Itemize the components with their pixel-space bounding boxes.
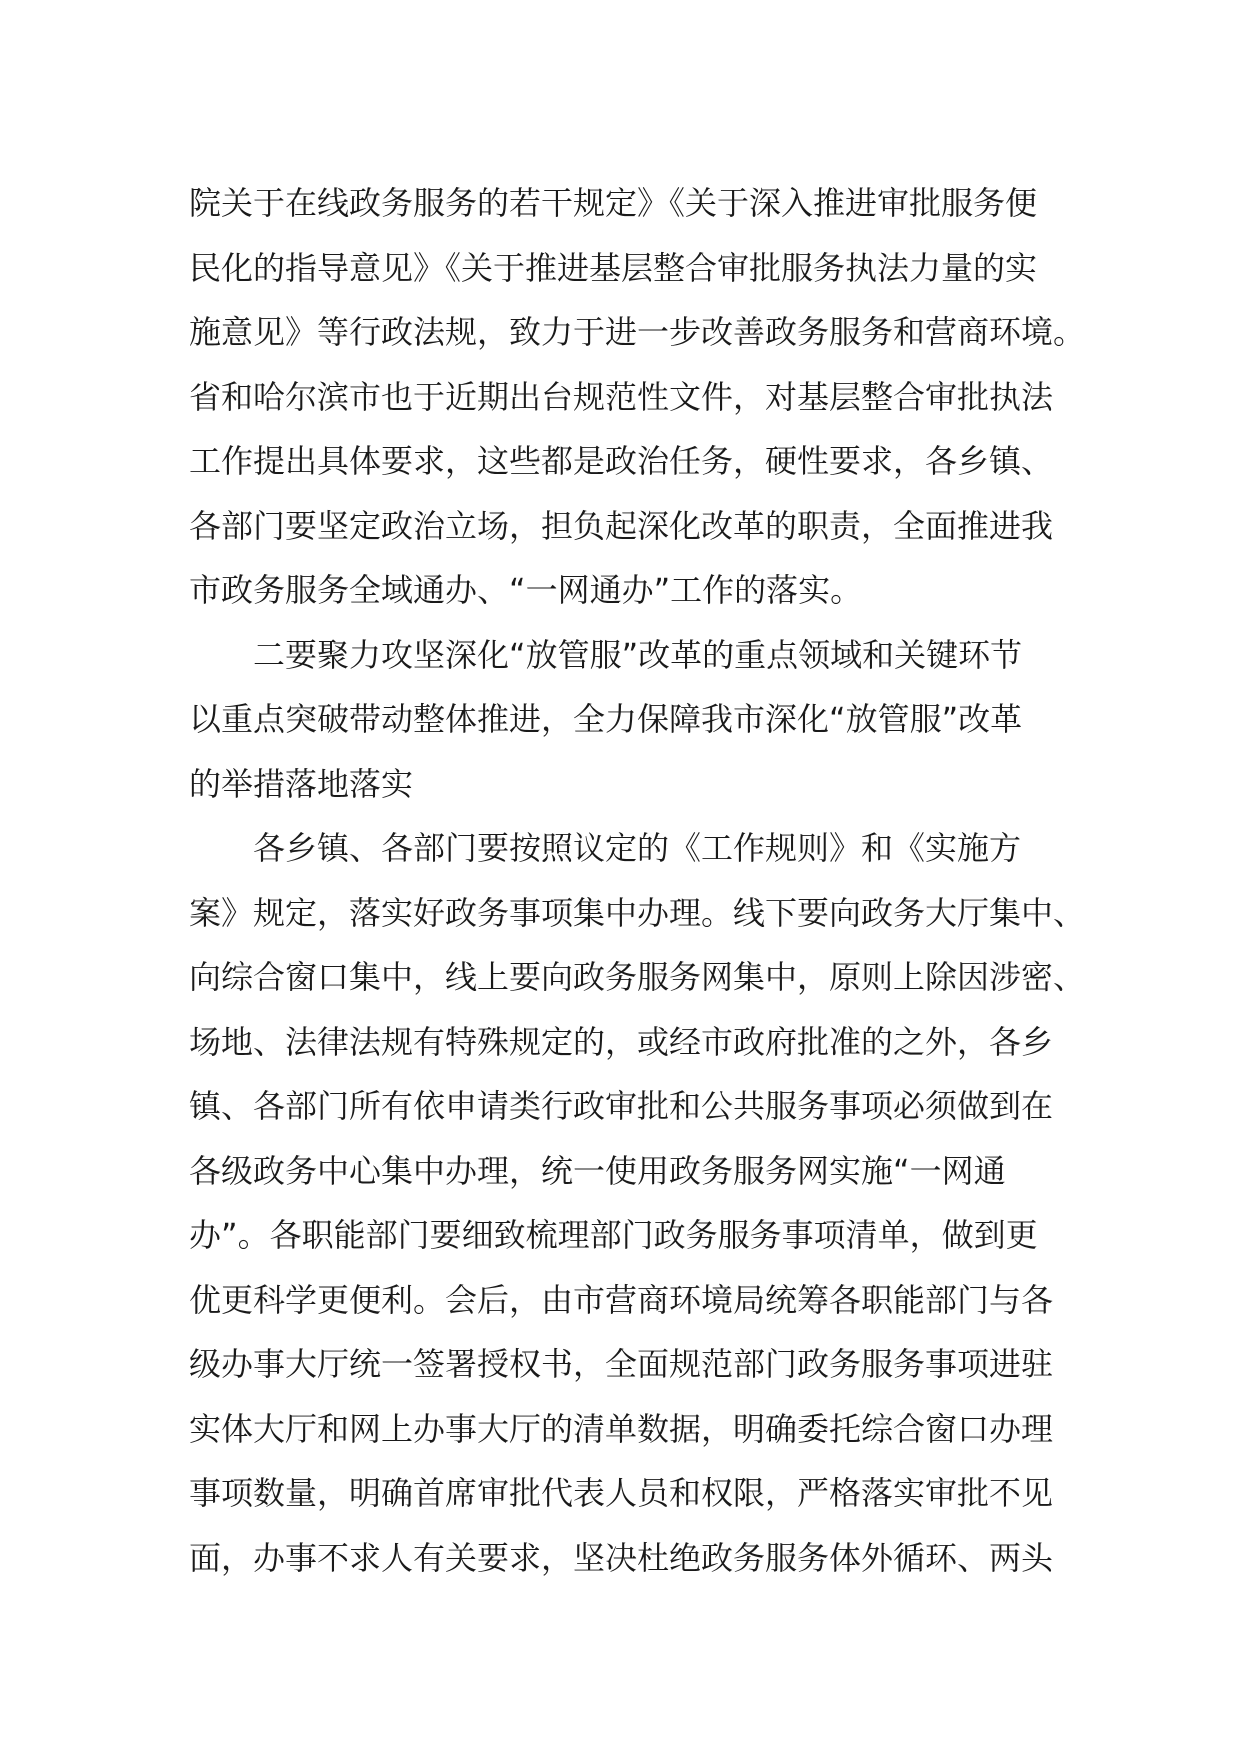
- text-line: 镇、各部门所有依申请类行政审批和公共服务事项必须做到在: [189, 1087, 1054, 1125]
- text-line: 向综合窗口集中，线上要向政务服务网集中，原则上除因涉密、: [189, 958, 1086, 996]
- text-line: 面，办事不求人有关要求，坚决杜绝政务服务体外循环、两头: [189, 1538, 1054, 1577]
- text-line: 事项数量，明确首席审批代表人员和权限，严格落实审批不见: [189, 1474, 1054, 1512]
- text-line: 场地、法律法规有特殊规定的，或经市政府批准的之外，各乡: [189, 1022, 1054, 1061]
- text-line: 工作提出具体要求，这些都是政治任务，硬性要求，各乡镇、: [189, 442, 1054, 480]
- text-line: 各级政务中心集中办理，统一使用政务服务网实施“一网通: [189, 1151, 1006, 1190]
- text-line: 优更科学更便利。会后，由市营商环境局统筹各职能部门与各: [189, 1280, 1054, 1319]
- text-line: 市政务服务全域通办、“一网通办”工作的落实。: [189, 571, 863, 609]
- section-heading-line: 二要聚力攻坚深化“放管服”改革的重点领域和关键环节: [253, 635, 1023, 674]
- section-heading-line: 的举措落地落实: [189, 764, 414, 803]
- section-heading-line: 以重点突破带动整体推进，全力保障我市深化“放管服”改革: [189, 700, 1023, 738]
- text-line: 案》规定，落实好政务事项集中办理。线下要向政务大厅集中、: [189, 893, 1086, 932]
- text-line: 实体大厅和网上办事大厅的清单数据，明确委托综合窗口办理: [189, 1409, 1054, 1448]
- text-line: 施意见》等行政法规，致力于进一步改善政务服务和营商环境。: [189, 313, 1086, 351]
- text-line: 省和哈尔滨市也于近期出台规范性文件，对基层整合审批执法: [189, 377, 1054, 416]
- text-line: 民化的指导意见》《关于推进基层整合审批服务执法力量的实: [189, 248, 1038, 287]
- text-line: 级办事大厅统一签署授权书，全面规范部门政务服务事项进驻: [189, 1345, 1054, 1383]
- body-text: [189, 171, 1086, 1590]
- text-line: 院关于在线政务服务的若干规定》《关于深入推进审批服务便: [189, 184, 1038, 222]
- text-line: 各部门要坚定政治立场，担负起深化改革的职责，全面推进我: [189, 506, 1054, 545]
- text-line: 各乡镇、各部门要按照议定的《工作规则》和《实施方: [253, 829, 1022, 867]
- text-line: 办”。各职能部门要细致梳理部门政务服务事项清单，做到更: [189, 1216, 1038, 1254]
